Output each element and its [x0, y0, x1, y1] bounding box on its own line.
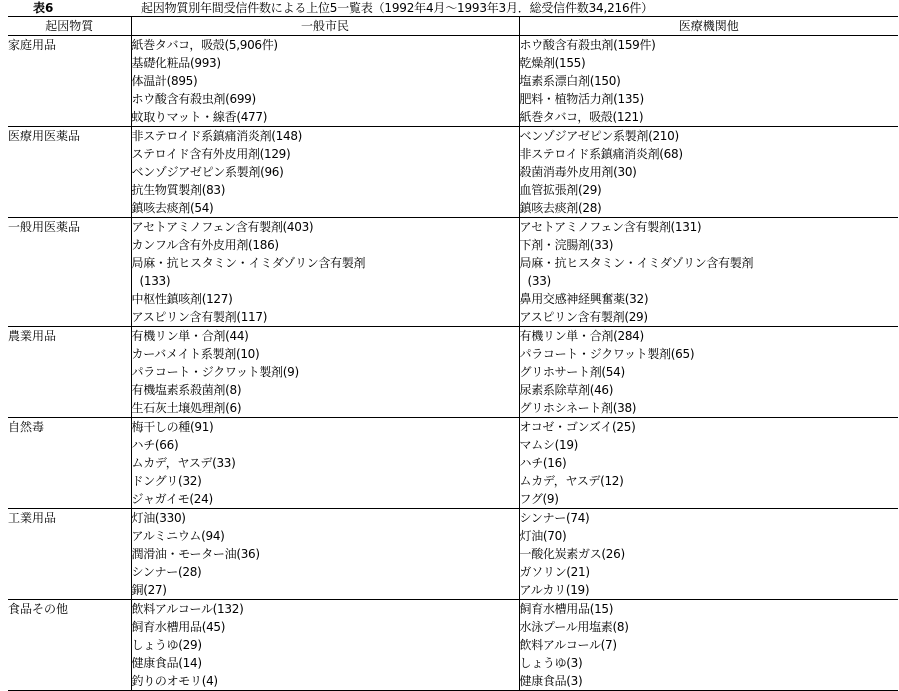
- list-item: アルミニウム(94): [131, 529, 225, 543]
- list-item: グリホシネート剤(38): [519, 401, 637, 415]
- table-number: 表6: [33, 1, 54, 15]
- list-item: グリホサート剤(54): [519, 365, 625, 379]
- list-item: カンフル含有外皮用剤(186): [131, 238, 279, 252]
- table-row: [8, 327, 898, 418]
- medical-institutions-cell: [519, 327, 898, 418]
- list-item: カーバメイト系製剤(10): [131, 347, 260, 361]
- list-item: 健康食品(14): [131, 656, 202, 670]
- list-item: 局麻・抗ヒスタミン・イミダゾリン含有製剤: [519, 256, 754, 270]
- list-item: 有機リン単・合剤(44): [131, 329, 249, 343]
- table-title: 起因物質別年間受信件数による上位5一覧表（1992年4月～1993年3月．総受信件数34,216件）: [141, 1, 653, 15]
- list-item: 一酸化炭素ガス(26): [519, 547, 625, 561]
- list-item: 乾燥剤(155): [519, 56, 586, 70]
- table-caption: [0, 0, 899, 16]
- list-item: ムカデ，ヤスデ(12): [519, 474, 624, 488]
- list-item: 健康食品(3): [519, 674, 583, 688]
- list-item: (133): [139, 274, 171, 288]
- list-item: シンナー(74): [519, 511, 590, 525]
- header-row: [8, 17, 898, 36]
- category-cell: 農業用品: [8, 327, 131, 418]
- list-item: 潤滑油・モーター油(36): [131, 547, 260, 561]
- list-item: 紙巻タバコ，吸殻(5,906件): [131, 38, 278, 52]
- list-item: 非ステロイド系鎮痛消炎剤(148): [131, 129, 303, 143]
- list-item: 鼻用交感神経興奮薬(32): [519, 292, 649, 306]
- category-cell: 一般用医薬品: [8, 218, 131, 327]
- list-item: 肥料・植物活力剤(135): [519, 92, 644, 106]
- category-cell: 食品その他: [8, 600, 131, 691]
- category-cell: 工業用品: [8, 509, 131, 600]
- general-public-cell: [131, 509, 519, 600]
- list-item: 飼育水槽用品(15): [519, 602, 614, 616]
- table-row: [8, 418, 898, 509]
- list-item: 鎮咳去痰剤(54): [131, 201, 214, 215]
- list-item: 非ステロイド系鎮痛消炎剤(68): [519, 147, 683, 161]
- header-category: 起因物質: [8, 17, 131, 36]
- general-public-cell: [131, 600, 519, 691]
- table-row: [8, 600, 898, 691]
- list-item: 中枢性鎮咳剤(127): [131, 292, 233, 306]
- header-medical-institutions: 医療機関他: [519, 17, 898, 36]
- list-item: アセトアミノフェン含有製剤(403): [131, 220, 314, 234]
- list-item: ハチ(66): [131, 438, 179, 452]
- list-item: マムシ(19): [519, 438, 579, 452]
- general-public-cell: [131, 127, 519, 218]
- list-item: アルカリ(19): [519, 583, 590, 597]
- table-row: [8, 509, 898, 600]
- list-item: パラコート・ジクワット製剤(9): [131, 365, 299, 379]
- list-item: ベンゾジアゼピン系製剤(210): [519, 129, 679, 143]
- list-item: シンナー(28): [131, 565, 202, 579]
- medical-institutions-cell: [519, 218, 898, 327]
- general-public-cell: [131, 36, 519, 127]
- medical-institutions-cell: [519, 36, 898, 127]
- medical-institutions-cell: [519, 127, 898, 218]
- list-item: 灯油(70): [519, 529, 567, 543]
- general-public-cell: [131, 327, 519, 418]
- list-item: 鎮咳去痰剤(28): [519, 201, 602, 215]
- list-item: 飼育水槽用品(45): [131, 620, 226, 634]
- list-item: ステロイド含有外皮用剤(129): [131, 147, 291, 161]
- list-item: 梅干しの種(91): [131, 420, 214, 434]
- list-item: 飲料アルコール(7): [519, 638, 617, 652]
- list-item: 血管拡張剤(29): [519, 183, 602, 197]
- list-item: (33): [527, 274, 551, 288]
- list-item: 抗生物質製剤(83): [131, 183, 226, 197]
- list-item: 下剤・浣腸剤(33): [519, 238, 614, 252]
- table-row: [8, 127, 898, 218]
- medical-institutions-cell: [519, 418, 898, 509]
- medical-institutions-cell: [519, 600, 898, 691]
- category-cell: 自然毒: [8, 418, 131, 509]
- table-row: [8, 36, 898, 127]
- list-item: 局麻・抗ヒスタミン・イミダゾリン含有製剤: [131, 256, 366, 270]
- header-general-public: 一般市民: [131, 17, 519, 36]
- list-item: ムカデ，ヤスデ(33): [131, 456, 236, 470]
- list-item: パラコート・ジクワット製剤(65): [519, 347, 695, 361]
- list-item: ドングリ(32): [131, 474, 202, 488]
- list-item: 紙巻タバコ，吸殻(121): [519, 110, 644, 124]
- general-public-cell: [131, 218, 519, 327]
- list-item: アセトアミノフェン含有製剤(131): [519, 220, 702, 234]
- list-item: ジャガイモ(24): [131, 492, 213, 506]
- list-item: 殺菌消毒外皮用剤(30): [519, 165, 637, 179]
- list-item: アスピリン含有製剤(29): [519, 310, 648, 324]
- category-cell: 家庭用品: [8, 36, 131, 127]
- list-item: 銅(27): [131, 583, 167, 597]
- list-item: 体温計(895): [131, 74, 198, 88]
- list-item: 基礎化粧品(993): [131, 56, 221, 70]
- list-item: ガソリン(21): [519, 565, 590, 579]
- list-item: しょうゆ(29): [131, 638, 202, 652]
- list-item: アスピリン含有製剤(117): [131, 310, 268, 324]
- table-row: [8, 218, 898, 327]
- list-item: 釣りのオモリ(4): [131, 674, 218, 688]
- list-item: ベンゾジアゼピン系製剤(96): [131, 165, 284, 179]
- list-item: 有機リン単・合剤(284): [519, 329, 644, 343]
- list-item: 生石灰土壌処理剤(6): [131, 401, 242, 415]
- general-public-cell: [131, 418, 519, 509]
- list-item: 塩素系漂白剤(150): [519, 74, 621, 88]
- list-item: ホウ酸含有殺虫剤(159件): [519, 38, 656, 52]
- medical-institutions-cell: [519, 509, 898, 600]
- list-item: 蚊取りマット・線香(477): [131, 110, 268, 124]
- list-item: ハチ(16): [519, 456, 567, 470]
- list-item: ホウ酸含有殺虫剤(699): [131, 92, 256, 106]
- list-item: オコゼ・ゴンズイ(25): [519, 420, 636, 434]
- list-item: 尿素系除草剤(46): [519, 383, 614, 397]
- category-cell: 医療用医薬品: [8, 127, 131, 218]
- table-body: [8, 36, 898, 691]
- list-item: 飲料アルコール(132): [131, 602, 244, 616]
- list-item: 灯油(330): [131, 511, 186, 525]
- list-item: 有機塩素系殺菌剤(8): [131, 383, 242, 397]
- list-item: しょうゆ(3): [519, 656, 583, 670]
- list-item: 水泳プール用塩素(8): [519, 620, 629, 634]
- list-item: フグ(9): [519, 492, 559, 506]
- poison-statistics-table: [8, 16, 898, 691]
